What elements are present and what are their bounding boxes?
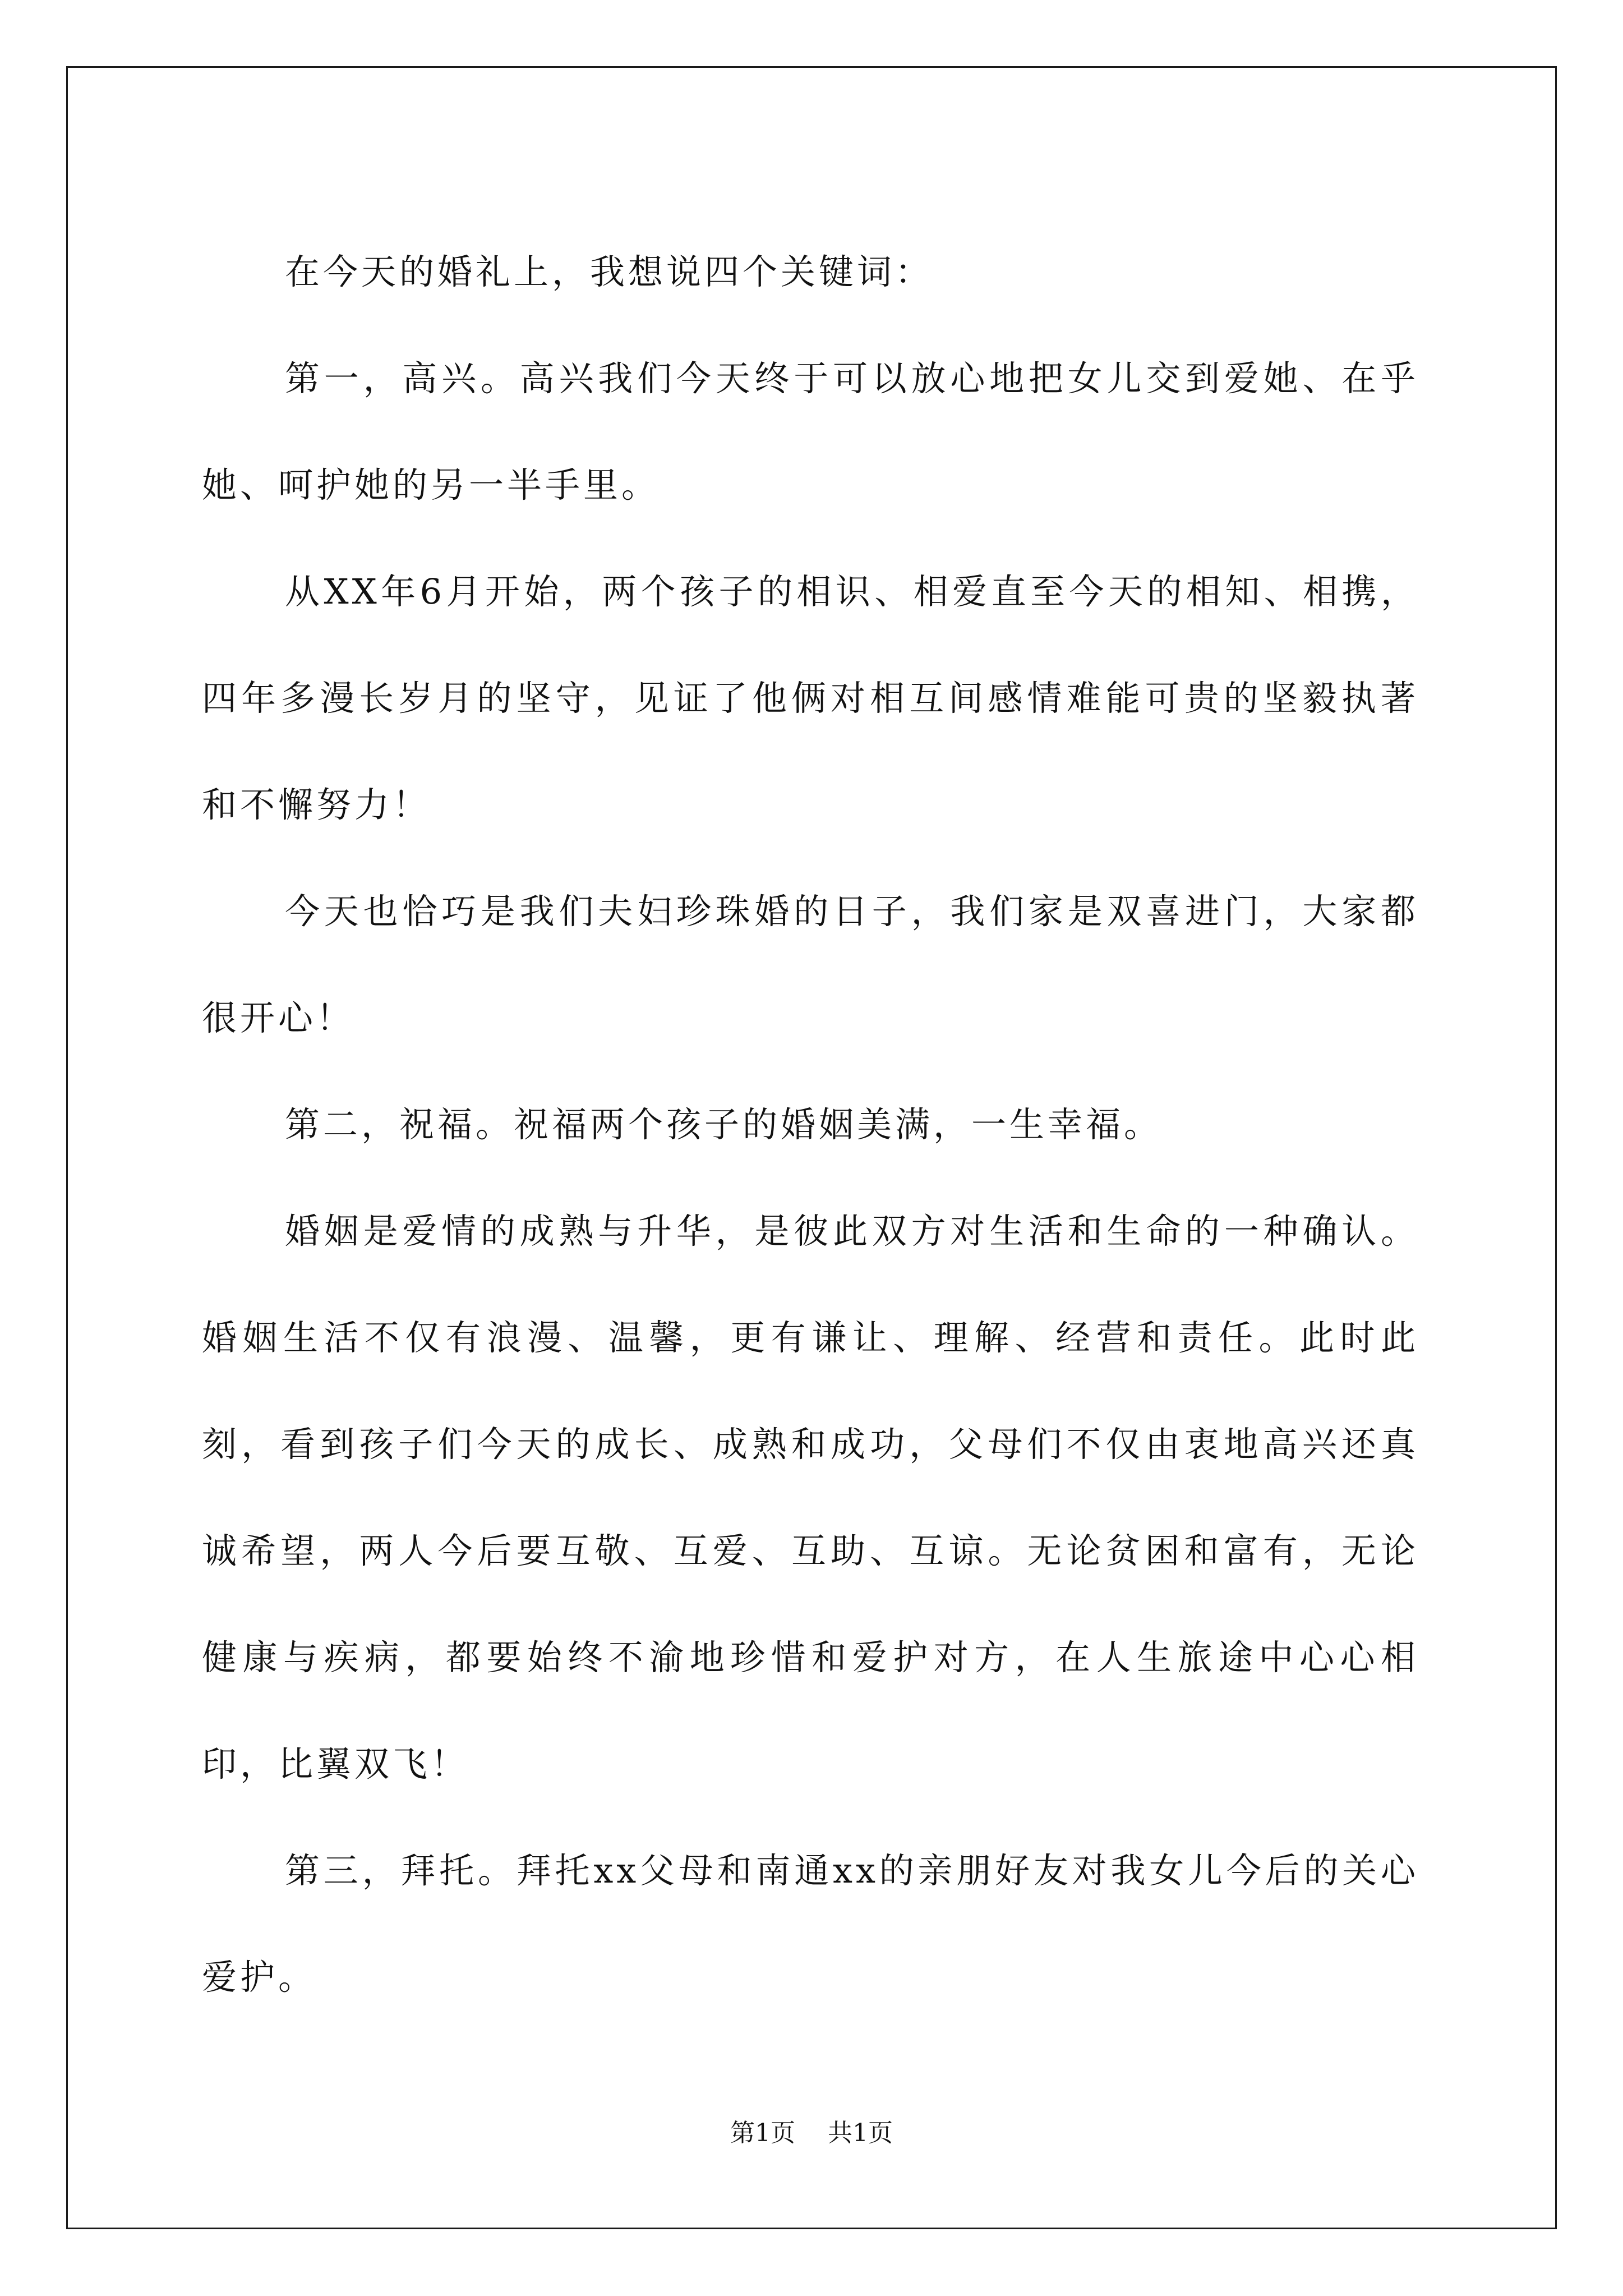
paragraph-third-keyword: 第三，拜托。拜托xx父母和南通xx的亲朋好友对我女儿今后的关心爱护。 bbox=[202, 1850, 1419, 1998]
page-number: 第1页 bbox=[730, 2119, 795, 2147]
page-total: 共1页 bbox=[828, 2119, 893, 2147]
page-footer bbox=[0, 2113, 1623, 2148]
paragraph-pearl-anniversary: 今天也恰巧是我们夫妇珍珠婚的日子，我们家是双喜进门，大家都很开心！ bbox=[202, 891, 1419, 1038]
paragraph-first-keyword: 第一，高兴。高兴我们今天终于可以放心地把女儿交到爱她、在乎她、呵护她的另一半手里。 bbox=[202, 358, 1419, 505]
paragraph-second-keyword: 第二，祝福。祝福两个孩子的婚姻美满，一生幸福。 bbox=[285, 1104, 1163, 1145]
paragraph-history: 从XX年6月开始，两个孩子的相识、相爱直至今天的相知、相携，四年多漫长岁月的坚守，见证了他俩对相互间感情难能可贵的坚毅执著和不懈努力！ bbox=[202, 571, 1419, 825]
paragraph-marriage: 婚姻是爱情的成熟与升华，是彼此双方对生活和生命的一种确认。婚姻生活不仅有浪漫、温馨，更有谦让、理解、经营和责任。此时此刻，看到孩子们今天的成长、成熟和成功，父母们不仅由衷地高兴还真诚希望，两人今后要互敬、互爱、互助、互谅。无论贫困和富有，无论健康与疾病，都要始终不渝地珍惜和爱护对方，在人生旅途中心心相印，比翼双飞！ bbox=[202, 1211, 1419, 1784]
document-body bbox=[202, 219, 1419, 2031]
paragraph-intro: 在今天的婚礼上，我想说四个关键词： bbox=[285, 251, 934, 292]
